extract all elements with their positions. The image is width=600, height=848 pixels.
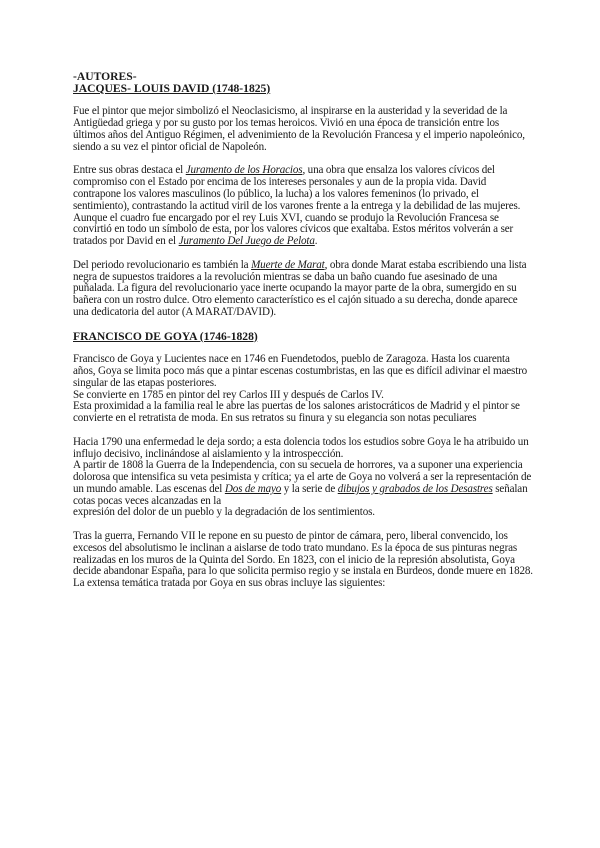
david-heading: JACQUES- LOUIS DAVID (1748-1825) xyxy=(73,81,271,95)
goya-paragraph-6: expresión del dolor de un pueblo y la degradación de los sentimientos. xyxy=(73,506,375,519)
text-span: , obra donde Marat estaba escribiendo una lista negra de supuestos traidores a la revolución mientras se daba un baño cuando fue asesinado de una puñalada. La figura del revolucionario yace inerte ocupando la mayor parte de la obra, sumergido en su bañera con un rostro dulce. Otro elemento característico es el cajón situado a su derecha, donde aparece una dedicatoria del autor (A MARAT/DAVID). xyxy=(73,258,527,318)
goya-paragraph-2: Se convierte en 1785 en pintor del rey Carlos III y después de Carlos IV. xyxy=(73,388,384,401)
david-paragraph-1: Fue el pintor que mejor simbolizó el Neoclasicismo, al inspirarse en la austeridad y la severidad de la Antigüedad griega y por su gusto por los temas heroicos. Vivió en una época de transición entre los últimos años del Antiguo Régimen, el advenimiento de la Revolución Francesa y el imperio napoleónico, siendo a su vez el pintor oficial de Napoleón. xyxy=(73,105,525,153)
horacios-link[interactable]: Juramento de los Horacios xyxy=(185,164,303,177)
text-span: Del periodo revolucionario es también la xyxy=(73,258,252,271)
goya-paragraph-7: Tras la guerra, Fernando VII le repone en su puesto de pintor de cámara, pero, liberal convencido, los excesos del absolutismo le inclinan a aislarse de todo trato mundano. Es la época de sus pinturas negras realizadas en los muros de la Quinta del Sordo. En 1823, con el inicio de la represión absolutista, Goya decide abandonar España, para lo que solicita permiso regio y se instala en Burdeos, donde muere en 1828. xyxy=(73,530,533,578)
goya-paragraph-1: Francisco de Goya y Lucientes nace en 1746 en Fuendetodos, pueblo de Zaragoza. Hasta los cuarenta años, Goya se limita poco más que a pintar escenas costumbristas, en las que es difícil adivinar el maestro singular de las etapas posteriores. xyxy=(73,353,528,389)
text-span: , una obra que ensalza los valores cívicos del compromiso con el Estado por encima de los intereses personales y aun de la propia vida. David contrapone los valores masculinos (lo público, la lucha) a los valores femeninos (lo privado, el sentimiento), contrastando la actitud viril de los varones frente a la entrega y la debilidad de las mujeres. Aunque el cuadro fue encargado por el rey Luis XVI, cuando se produjo la Revolución Francesa se convirtió en todo un símbolo de esta, por los valores cívicos que exaltaba. Estos méritos volverán a ser tratados por David en el xyxy=(73,164,521,248)
text-span: señalan cotas pocas veces alcanzadas en la xyxy=(73,482,528,507)
marat-link[interactable]: Muerte de Marat xyxy=(251,258,325,271)
text-span: y la serie de xyxy=(281,482,338,495)
goya-paragraph-4: Hacia 1790 una enfermedad le deja sordo; a esta dolencia todos los estudios sobre Goya le ha atribuido un influjo decisivo, inclinándose al aislamiento y la introspección. xyxy=(73,435,529,460)
goya-paragraph-5 xyxy=(73,460,533,507)
text-span: Entre sus obras destaca el xyxy=(73,164,186,177)
david-paragraph-3 xyxy=(73,260,533,319)
david-paragraph-2 xyxy=(73,165,533,248)
document-body xyxy=(73,71,533,590)
desastres-link[interactable]: dibujos y grabados de los Desastres xyxy=(337,482,493,495)
juego-pelota-link[interactable]: Juramento Del Juego de Pelota xyxy=(178,235,315,248)
section-title: -AUTORES- xyxy=(73,70,137,83)
dos-de-mayo-link[interactable]: Dos de mayo xyxy=(224,482,282,495)
text-span: A partir de 1808 la Guerra de la Independencia, con su secuela de horrores, va a suponer una experiencia dolorosa que intensifica su veta pesimista y crítica; ya el arte de Goya no volverá a ser la representación de un mundo amable. Las escenas del xyxy=(73,459,532,495)
text-span: . xyxy=(314,235,318,248)
goya-paragraph-3: Esta proximidad a la familia real le abre las puertas de los salones aristocráticos de Madrid y el pintor se convierte en el retratista de moda. En sus retratos su finura y su elegancia son notas peculiares xyxy=(73,400,520,425)
goya-paragraph-8: La extensa temática tratada por Goya en sus obras incluye las siguientes: xyxy=(73,577,386,590)
goya-heading: FRANCISCO DE GOYA (1746-1828) xyxy=(73,329,258,343)
